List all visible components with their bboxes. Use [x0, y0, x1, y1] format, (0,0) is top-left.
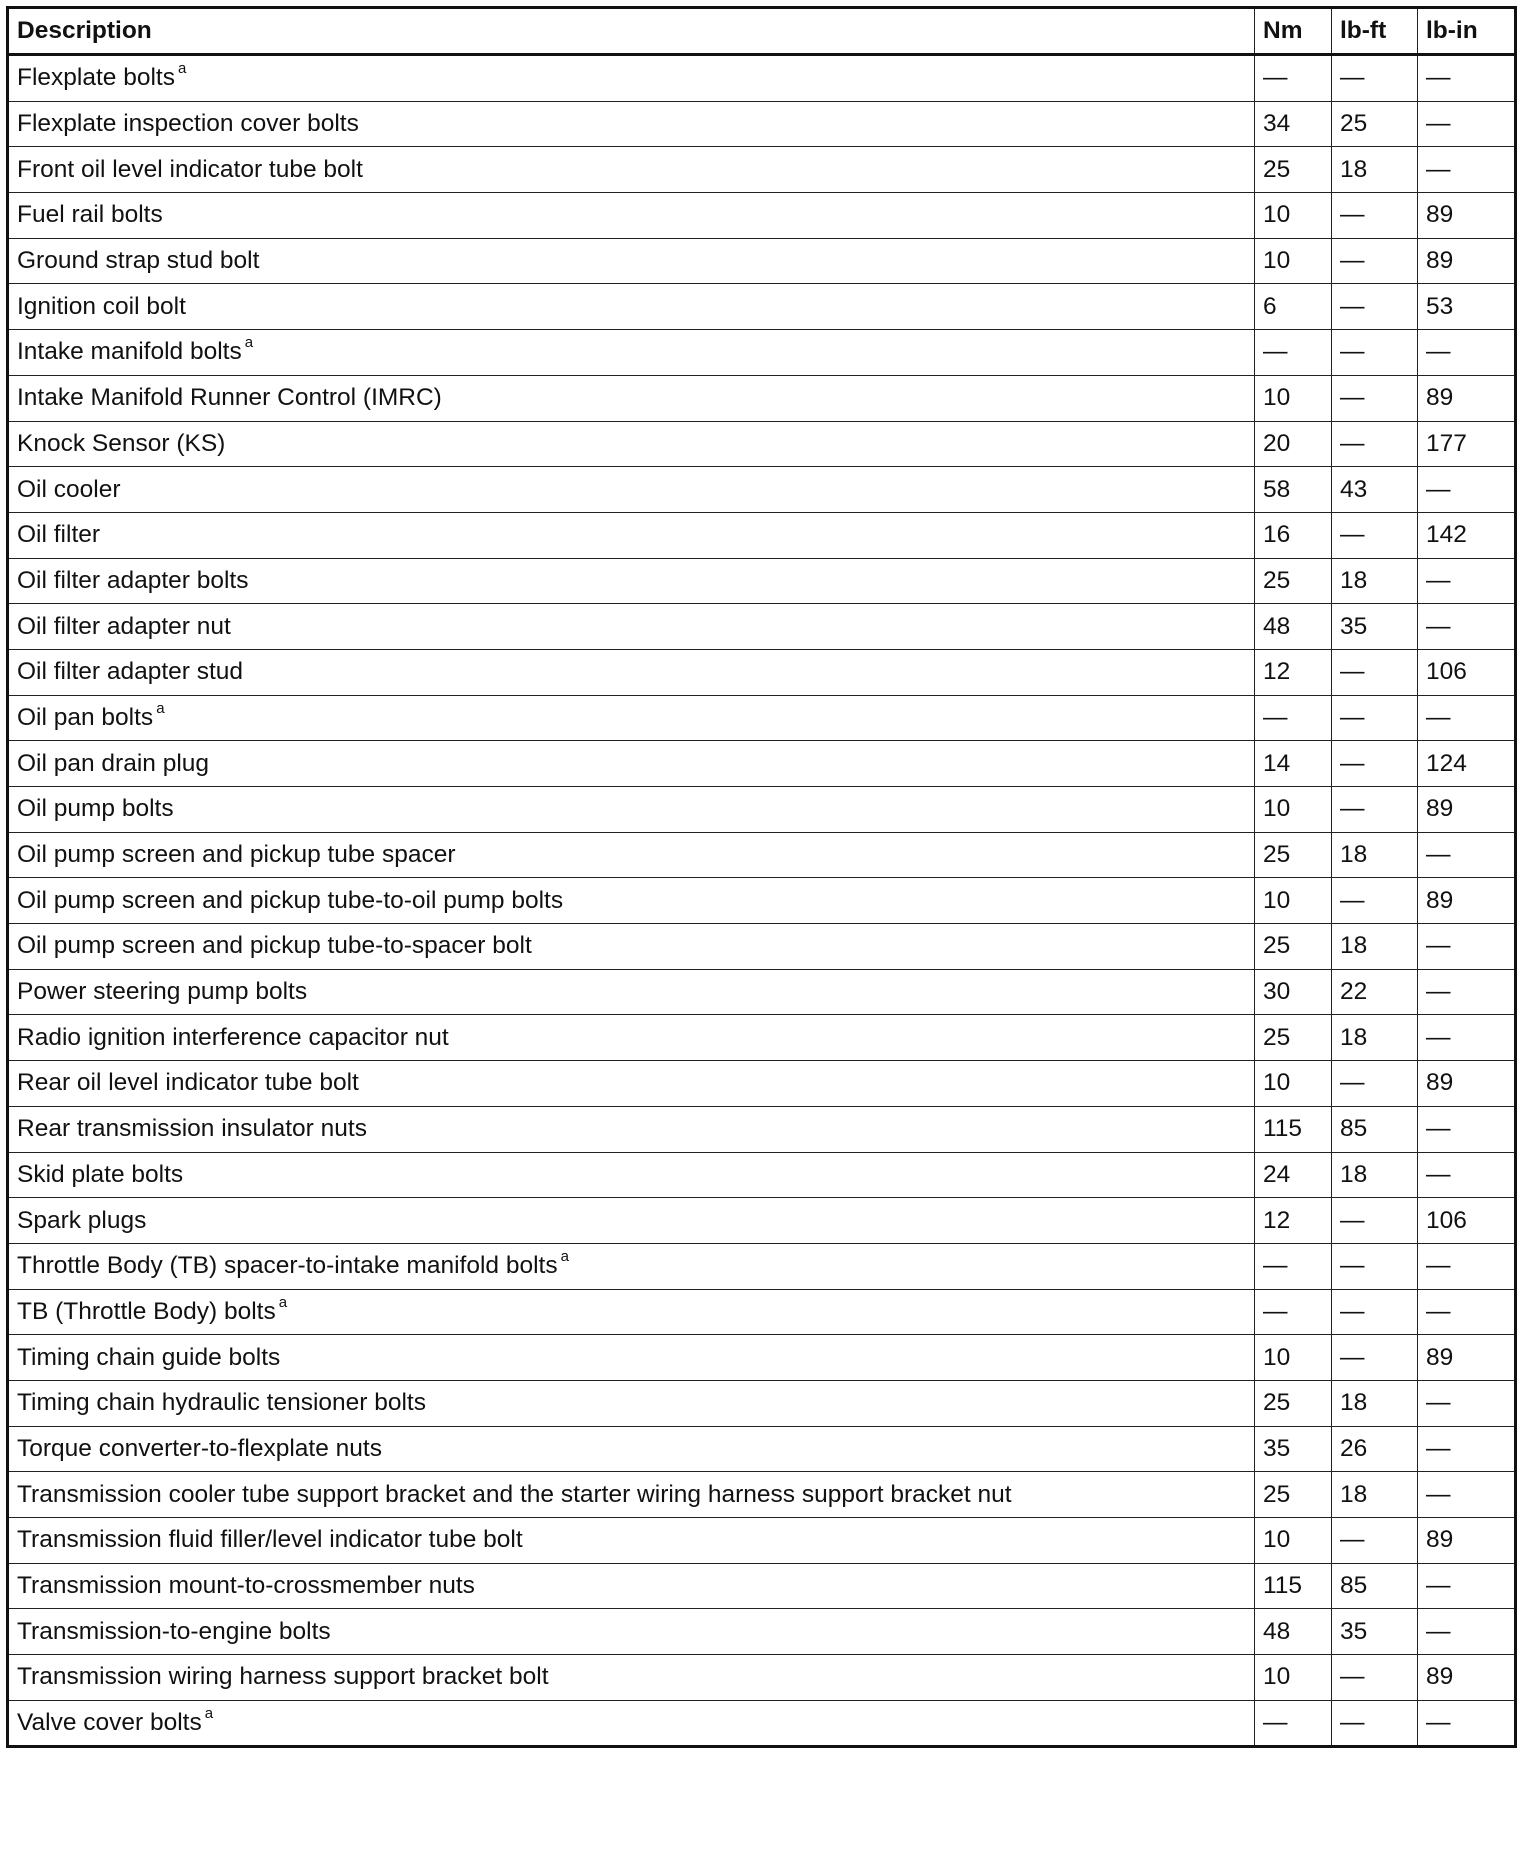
table-row — [8, 421, 1516, 467]
lb-in-cell: — — [1418, 1152, 1516, 1198]
lb-in-cell: 89 — [1418, 1335, 1516, 1381]
nm-cell: — — [1255, 1243, 1332, 1289]
lb-ft-cell: 18 — [1332, 1472, 1418, 1518]
lb-ft-cell: — — [1332, 1655, 1418, 1701]
nm-cell: 12 — [1255, 1198, 1332, 1244]
description-text: Flexplate inspection cover bolts — [17, 110, 359, 138]
lb-in-cell: — — [1418, 467, 1516, 513]
description-text: Oil pan drain plug — [17, 749, 210, 777]
lb-in-cell: — — [1418, 330, 1516, 376]
nm-cell: 6 — [1255, 284, 1332, 330]
footnote-marker: a — [244, 334, 254, 352]
description-text: Skid plate bolts — [17, 1160, 184, 1188]
description-cell — [8, 1518, 1255, 1564]
lb-ft-cell: — — [1332, 238, 1418, 284]
description-cell — [8, 1106, 1255, 1152]
footnote-marker: a — [156, 699, 165, 717]
nm-cell: 34 — [1255, 101, 1332, 147]
lb-in-cell: 124 — [1418, 741, 1516, 787]
lb-in-cell: — — [1418, 101, 1516, 147]
torque-specifications-table — [6, 6, 1517, 1748]
lb-ft-cell: — — [1332, 421, 1418, 467]
lb-in-cell: — — [1418, 1289, 1516, 1335]
lb-ft-cell: 18 — [1332, 1152, 1418, 1198]
table-row — [8, 147, 1516, 193]
table-row — [8, 1335, 1516, 1381]
nm-cell: 25 — [1255, 1015, 1332, 1061]
description-cell — [8, 1380, 1255, 1426]
lb-in-cell: — — [1418, 604, 1516, 650]
description-cell — [8, 1198, 1255, 1244]
lb-ft-cell: — — [1332, 1289, 1418, 1335]
lb-ft-cell: — — [1332, 1243, 1418, 1289]
table-row — [8, 1426, 1516, 1472]
lb-in-cell: 106 — [1418, 1198, 1516, 1244]
description-cell — [8, 1563, 1255, 1609]
nm-cell: 10 — [1255, 1335, 1332, 1381]
lb-ft-cell: — — [1332, 55, 1418, 102]
lb-ft-cell: 18 — [1332, 832, 1418, 878]
footnote-marker: a — [177, 60, 187, 78]
header-description: Description — [8, 8, 1255, 55]
lb-in-cell: — — [1418, 1106, 1516, 1152]
nm-cell: 115 — [1255, 1563, 1332, 1609]
table-row — [8, 787, 1516, 833]
description-cell — [8, 1426, 1255, 1472]
lb-ft-cell: 18 — [1332, 924, 1418, 970]
lb-in-cell: — — [1418, 1563, 1516, 1609]
nm-cell: — — [1255, 330, 1332, 376]
description-cell — [8, 1472, 1255, 1518]
table-row — [8, 1198, 1516, 1244]
lb-ft-cell: 25 — [1332, 101, 1418, 147]
description-text: Transmission fluid filler/level indicator tube bolt — [17, 1526, 523, 1554]
description-cell — [8, 695, 1255, 741]
description-cell — [8, 238, 1255, 284]
lb-in-cell: — — [1418, 695, 1516, 741]
nm-cell: 20 — [1255, 421, 1332, 467]
description-cell — [8, 512, 1255, 558]
table-row — [8, 1563, 1516, 1609]
table-row — [8, 1243, 1516, 1289]
lb-ft-cell: — — [1332, 284, 1418, 330]
header-nm: Nm — [1255, 8, 1332, 55]
lb-ft-cell: 43 — [1332, 467, 1418, 513]
nm-cell: 30 — [1255, 969, 1332, 1015]
description-cell — [8, 741, 1255, 787]
table-row — [8, 1609, 1516, 1655]
description-cell — [8, 1655, 1255, 1701]
description-cell — [8, 1289, 1255, 1335]
description-cell — [8, 330, 1255, 376]
description-cell — [8, 375, 1255, 421]
footnote-marker: a — [278, 1293, 288, 1311]
table-row — [8, 1106, 1516, 1152]
lb-ft-cell: 85 — [1332, 1106, 1418, 1152]
description-text: Flexplate bolts — [17, 64, 175, 92]
description-text: Intake Manifold Runner Control (IMRC) — [17, 384, 442, 412]
table-row — [8, 1152, 1516, 1198]
table-row — [8, 878, 1516, 924]
description-cell — [8, 1700, 1255, 1747]
description-cell — [8, 284, 1255, 330]
description-text: Oil pan bolts — [17, 703, 154, 731]
lb-in-cell: 89 — [1418, 1061, 1516, 1107]
lb-ft-cell: — — [1332, 375, 1418, 421]
nm-cell: 25 — [1255, 147, 1332, 193]
description-cell — [8, 604, 1255, 650]
lb-ft-cell: 18 — [1332, 147, 1418, 193]
nm-cell: 115 — [1255, 1106, 1332, 1152]
table-row — [8, 1655, 1516, 1701]
description-cell — [8, 878, 1255, 924]
table-row — [8, 604, 1516, 650]
description-cell — [8, 1609, 1255, 1655]
lb-ft-cell: 35 — [1332, 604, 1418, 650]
description-text: Oil pump screen and pickup tube-to-spacer bolt — [17, 932, 532, 960]
description-text: Rear transmission insulator nuts — [17, 1115, 367, 1143]
lb-in-cell: 89 — [1418, 1518, 1516, 1564]
description-cell — [8, 1061, 1255, 1107]
nm-cell: 10 — [1255, 238, 1332, 284]
description-text: Rear oil level indicator tube bolt — [17, 1069, 359, 1097]
nm-cell: 10 — [1255, 787, 1332, 833]
lb-in-cell: 89 — [1418, 1655, 1516, 1701]
lb-ft-cell: 85 — [1332, 1563, 1418, 1609]
description-text: Oil pump screen and pickup tube-to-oil pump bolts — [17, 886, 564, 914]
table-row — [8, 741, 1516, 787]
lb-in-cell: 89 — [1418, 878, 1516, 924]
lb-ft-cell: — — [1332, 1198, 1418, 1244]
table-row — [8, 832, 1516, 878]
description-cell — [8, 924, 1255, 970]
description-cell — [8, 649, 1255, 695]
description-text: TB (Throttle Body) bolts — [17, 1297, 276, 1325]
description-text: Oil filter adapter nut — [17, 612, 231, 640]
table-header — [8, 8, 1516, 55]
lb-ft-cell: — — [1332, 787, 1418, 833]
header-row — [8, 8, 1516, 55]
nm-cell: 25 — [1255, 924, 1332, 970]
nm-cell: 10 — [1255, 1061, 1332, 1107]
description-text: Transmission wiring harness support bracket bolt — [17, 1663, 549, 1691]
description-text: Knock Sensor (KS) — [17, 429, 226, 457]
nm-cell: 48 — [1255, 604, 1332, 650]
lb-in-cell: 142 — [1418, 512, 1516, 558]
lb-in-cell: 89 — [1418, 375, 1516, 421]
lb-ft-cell: — — [1332, 1518, 1418, 1564]
lb-ft-cell: 35 — [1332, 1609, 1418, 1655]
description-cell — [8, 787, 1255, 833]
description-cell — [8, 1152, 1255, 1198]
description-text: Ground strap stud bolt — [17, 247, 260, 275]
nm-cell: 10 — [1255, 878, 1332, 924]
lb-ft-cell: 18 — [1332, 1015, 1418, 1061]
table-row — [8, 969, 1516, 1015]
lb-ft-cell: 18 — [1332, 1380, 1418, 1426]
lb-in-cell: — — [1418, 1243, 1516, 1289]
lb-ft-cell: 22 — [1332, 969, 1418, 1015]
table-row — [8, 375, 1516, 421]
lb-in-cell: — — [1418, 1609, 1516, 1655]
nm-cell: — — [1255, 1700, 1332, 1747]
lb-in-cell: — — [1418, 1700, 1516, 1747]
description-text: Timing chain hydraulic tensioner bolts — [17, 1389, 426, 1417]
description-cell — [8, 147, 1255, 193]
nm-cell: 48 — [1255, 1609, 1332, 1655]
lb-ft-cell: — — [1332, 193, 1418, 239]
header-lb-in: lb-in — [1418, 8, 1516, 55]
description-cell — [8, 558, 1255, 604]
lb-ft-cell: 26 — [1332, 1426, 1418, 1472]
nm-cell: 25 — [1255, 832, 1332, 878]
nm-cell: 12 — [1255, 649, 1332, 695]
description-cell — [8, 421, 1255, 467]
nm-cell: 35 — [1255, 1426, 1332, 1472]
lb-in-cell: — — [1418, 147, 1516, 193]
nm-cell: 25 — [1255, 1472, 1332, 1518]
nm-cell: 24 — [1255, 1152, 1332, 1198]
description-cell — [8, 101, 1255, 147]
description-text: Radio ignition interference capacitor nut — [17, 1023, 449, 1051]
description-cell — [8, 832, 1255, 878]
description-cell — [8, 1243, 1255, 1289]
nm-cell: 14 — [1255, 741, 1332, 787]
table-row — [8, 1380, 1516, 1426]
table-row — [8, 924, 1516, 970]
table-row — [8, 649, 1516, 695]
description-cell — [8, 55, 1255, 102]
description-text: Front oil level indicator tube bolt — [17, 155, 363, 183]
table-row — [8, 284, 1516, 330]
table-row — [8, 1700, 1516, 1747]
lb-in-cell: 89 — [1418, 787, 1516, 833]
description-text: Intake manifold bolts — [17, 338, 242, 366]
description-cell — [8, 193, 1255, 239]
lb-ft-cell: — — [1332, 878, 1418, 924]
nm-cell: 10 — [1255, 193, 1332, 239]
table-row — [8, 467, 1516, 513]
lb-ft-cell: — — [1332, 512, 1418, 558]
lb-in-cell: 89 — [1418, 238, 1516, 284]
nm-cell: 10 — [1255, 1518, 1332, 1564]
description-text: Transmission cooler tube support bracket and the starter wiring harness support bracket nut — [17, 1480, 1012, 1508]
footnote-marker: a — [560, 1248, 569, 1266]
description-text: Torque converter-to-flexplate nuts — [17, 1434, 382, 1462]
lb-in-cell: 53 — [1418, 284, 1516, 330]
nm-cell: — — [1255, 1289, 1332, 1335]
lb-ft-cell: — — [1332, 741, 1418, 787]
table-row — [8, 193, 1516, 239]
description-text: Fuel rail bolts — [17, 201, 163, 229]
table-row — [8, 1289, 1516, 1335]
lb-in-cell: — — [1418, 1426, 1516, 1472]
description-cell — [8, 969, 1255, 1015]
lb-in-cell: 106 — [1418, 649, 1516, 695]
lb-ft-cell: — — [1332, 1700, 1418, 1747]
header-lb-ft: lb-ft — [1332, 8, 1418, 55]
table-row — [8, 55, 1516, 102]
description-text: Valve cover bolts — [17, 1709, 202, 1737]
description-text: Transmission-to-engine bolts — [17, 1617, 331, 1645]
nm-cell: 25 — [1255, 1380, 1332, 1426]
description-text: Oil pump screen and pickup tube spacer — [17, 841, 456, 869]
lb-ft-cell: — — [1332, 695, 1418, 741]
description-text: Throttle Body (TB) spacer-to-intake manifold bolts — [17, 1252, 558, 1280]
lb-ft-cell: — — [1332, 649, 1418, 695]
lb-in-cell: — — [1418, 832, 1516, 878]
nm-cell: 16 — [1255, 512, 1332, 558]
lb-in-cell: — — [1418, 924, 1516, 970]
table-row — [8, 1518, 1516, 1564]
description-text: Oil filter adapter stud — [17, 658, 244, 686]
table-row — [8, 101, 1516, 147]
description-text: Spark plugs — [17, 1206, 147, 1234]
lb-ft-cell: 18 — [1332, 558, 1418, 604]
description-text: Oil pump bolts — [17, 795, 174, 823]
table-row — [8, 330, 1516, 376]
nm-cell: — — [1255, 695, 1332, 741]
nm-cell: 10 — [1255, 1655, 1332, 1701]
table-row — [8, 1472, 1516, 1518]
table-row — [8, 695, 1516, 741]
nm-cell: 25 — [1255, 558, 1332, 604]
table-row — [8, 238, 1516, 284]
table-row — [8, 512, 1516, 558]
lb-ft-cell: — — [1332, 1061, 1418, 1107]
nm-cell: 10 — [1255, 375, 1332, 421]
nm-cell: 58 — [1255, 467, 1332, 513]
lb-in-cell: — — [1418, 55, 1516, 102]
table-body — [8, 55, 1516, 1747]
lb-in-cell: 177 — [1418, 421, 1516, 467]
lb-in-cell: — — [1418, 1472, 1516, 1518]
nm-cell: — — [1255, 55, 1332, 102]
lb-ft-cell: — — [1332, 1335, 1418, 1381]
lb-in-cell: 89 — [1418, 193, 1516, 239]
description-cell — [8, 467, 1255, 513]
description-text: Oil cooler — [17, 475, 121, 503]
footnote-marker: a — [204, 1704, 214, 1722]
lb-in-cell: — — [1418, 558, 1516, 604]
description-cell — [8, 1335, 1255, 1381]
description-cell — [8, 1015, 1255, 1061]
table-row — [8, 1015, 1516, 1061]
lb-in-cell: — — [1418, 1380, 1516, 1426]
lb-in-cell: — — [1418, 969, 1516, 1015]
description-text: Ignition coil bolt — [17, 292, 186, 320]
table-row — [8, 558, 1516, 604]
table-row — [8, 1061, 1516, 1107]
lb-ft-cell: — — [1332, 330, 1418, 376]
lb-in-cell: — — [1418, 1015, 1516, 1061]
description-text: Power steering pump bolts — [17, 978, 308, 1006]
description-text: Oil filter — [17, 521, 101, 549]
description-text: Oil filter adapter bolts — [17, 566, 249, 594]
description-text: Transmission mount-to-crossmember nuts — [17, 1572, 475, 1600]
description-text: Timing chain guide bolts — [17, 1343, 281, 1371]
